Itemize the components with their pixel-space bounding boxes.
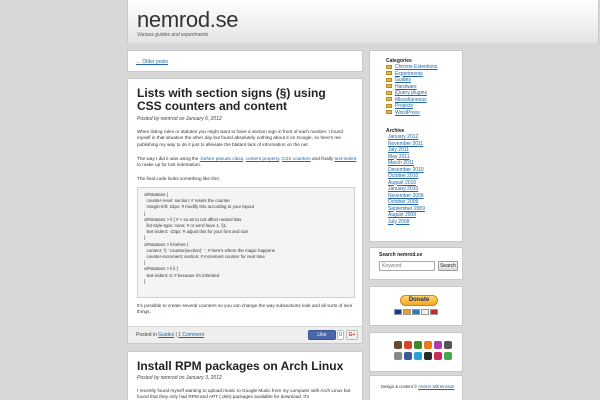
code-line: content: '§ ' counter(section) ' '; # here's where the magic happens bbox=[144, 247, 275, 253]
archive-heading: Archive bbox=[386, 128, 405, 134]
category-item[interactable] bbox=[386, 110, 438, 117]
post-title[interactable]: Install RPM packages on Arch Linux bbox=[137, 359, 344, 373]
code-line: ol#statutes > li li { bbox=[144, 266, 179, 272]
folder-icon bbox=[386, 97, 392, 101]
mastercard-icon bbox=[403, 309, 411, 315]
category-link[interactable]: Guides bbox=[158, 332, 175, 338]
like-count: 0 bbox=[337, 330, 344, 340]
archive-list bbox=[386, 134, 425, 225]
archive-link[interactable]: March 2011 bbox=[388, 160, 415, 166]
before-pseudo-link[interactable]: :before pseudo class bbox=[199, 156, 244, 161]
category-link[interactable]: Experiments bbox=[395, 70, 423, 77]
archive-link[interactable]: January 2010 bbox=[388, 186, 419, 192]
meta-separator: | bbox=[174, 332, 179, 338]
category-link[interactable]: jQuery plugins bbox=[395, 90, 427, 96]
google-plus-icon[interactable] bbox=[404, 341, 412, 349]
archive-link[interactable]: August 2009 bbox=[388, 212, 417, 218]
discover-card-icon bbox=[421, 309, 429, 315]
category-link[interactable]: Chrome Extentions bbox=[395, 64, 438, 70]
post-paragraph: The final code looks something like this: bbox=[137, 176, 220, 181]
archive-link[interactable]: November 2009 bbox=[388, 192, 424, 199]
folder-icon bbox=[386, 104, 392, 108]
social-icons-row bbox=[394, 352, 452, 360]
category-link[interactable]: Hardware bbox=[395, 83, 417, 90]
category-link[interactable]: Guides bbox=[395, 77, 411, 83]
code-line: } bbox=[144, 260, 146, 266]
rss-icon[interactable] bbox=[424, 341, 432, 349]
android-icon[interactable] bbox=[414, 341, 422, 349]
search-input[interactable]: Keyword bbox=[379, 261, 435, 271]
google-plus-button[interactable]: G+ bbox=[346, 330, 358, 340]
social-icons-row bbox=[394, 341, 452, 349]
site-description: Various guides and experiments bbox=[137, 32, 209, 38]
code-line: } bbox=[144, 278, 146, 284]
bank-card-icon bbox=[430, 309, 438, 315]
text-indent-link[interactable]: text-indent bbox=[334, 156, 357, 161]
post-title[interactable]: Lists with section signs (§) using CSS counters and content bbox=[137, 86, 326, 113]
sidebar-categories-widget bbox=[369, 50, 463, 242]
archive-item[interactable] bbox=[386, 219, 425, 226]
code-line: text-indent: -23px; # adjust this for your font and size bbox=[144, 229, 249, 235]
content-property-link[interactable]: content property bbox=[245, 156, 280, 161]
code-line: ol#statutes { bbox=[144, 192, 168, 197]
category-link[interactable]: WordPress bbox=[395, 109, 420, 116]
camera-icon[interactable] bbox=[444, 341, 452, 349]
meta-prefix: Posted in bbox=[136, 332, 159, 338]
post-article bbox=[127, 78, 363, 344]
site-header bbox=[127, 0, 599, 43]
credit-prefix: Design & content © bbox=[381, 384, 419, 389]
category-list bbox=[386, 64, 438, 116]
post-paragraph: It's possible to create several counters so you can change the way subsections look and all sorts of nice things. bbox=[137, 303, 353, 315]
github-icon[interactable] bbox=[394, 352, 402, 360]
steam-icon[interactable] bbox=[424, 352, 432, 360]
code-line: } bbox=[144, 210, 146, 216]
facebook-like-button[interactable]: Like bbox=[308, 330, 336, 340]
paragraph-text: The way I did it was using the bbox=[137, 156, 200, 161]
visa-card-icon bbox=[394, 309, 402, 315]
folder-icon bbox=[386, 84, 392, 88]
post-paragraph: The way I did it was using the :before pseudo class, content property, CSS counters and finally text-indent to make up for lost indentation. bbox=[137, 156, 357, 168]
post-meta bbox=[136, 332, 204, 338]
post-navigation bbox=[127, 50, 363, 72]
donate-button[interactable]: Donate bbox=[400, 295, 438, 306]
category-link[interactable]: Miscellaneous bbox=[395, 96, 427, 103]
archive-link[interactable]: October 2010 bbox=[388, 173, 419, 179]
archive-link[interactable]: December 2010 bbox=[388, 166, 424, 173]
archive-link[interactable]: July 2011 bbox=[388, 147, 410, 153]
archive-link[interactable]: January 2012 bbox=[388, 134, 419, 140]
comments-link[interactable]: 1 Comment bbox=[178, 332, 205, 338]
categories-heading: Categories bbox=[386, 58, 412, 64]
code-line: ol#statutes > li:before { bbox=[144, 241, 189, 247]
sidebar-credit-widget bbox=[369, 375, 463, 400]
code-line: text-indent: 0; # because it's inherited bbox=[144, 272, 220, 278]
archive-link[interactable]: July 2009 bbox=[388, 218, 410, 225]
search-heading: Search nemrod.se bbox=[379, 252, 423, 258]
post-footer bbox=[128, 326, 362, 343]
post-article bbox=[127, 351, 363, 400]
css-counters-link[interactable]: CSS counters bbox=[281, 156, 311, 161]
code-line: counter-reset: section; # resets the counter bbox=[144, 198, 230, 204]
payment-cards bbox=[394, 309, 438, 315]
folder-icon bbox=[386, 78, 392, 82]
paragraph-text: to make up for lost indentation. bbox=[137, 162, 202, 168]
sidebar-search-widget bbox=[369, 247, 463, 280]
code-line: list-style-type: none; # or we'd have 1. §1. bbox=[144, 223, 228, 229]
facebook-icon[interactable] bbox=[404, 352, 412, 360]
folder-icon bbox=[386, 91, 392, 95]
spotify-icon[interactable] bbox=[444, 352, 452, 360]
post-date: Posted by nemrod on January 3, 2012 bbox=[137, 375, 222, 381]
code-line: margin-left: 23px; # modify this according to your layout bbox=[144, 204, 255, 210]
flower-icon[interactable] bbox=[434, 341, 442, 349]
code-line: ol#statutes > li { # > so as to not affect nested lists bbox=[144, 216, 242, 222]
code-line: counter-increment: section; # increment counter for next time bbox=[144, 254, 265, 260]
folder-icon bbox=[386, 110, 392, 114]
code-block bbox=[137, 187, 355, 298]
twitter-icon[interactable] bbox=[414, 352, 422, 360]
archive-link[interactable]: October 2009 bbox=[388, 199, 419, 205]
post-paragraph: I recently found myself wanting to upload music to Google Music from my computer with Arch Linux but found that they only had RPM and APT (.deb) packages available for download. It's bbox=[137, 388, 351, 400]
older-posts-link[interactable]: ← Older posts bbox=[136, 59, 168, 65]
archive-link[interactable]: August 2010 bbox=[388, 179, 417, 186]
lastfm-icon[interactable] bbox=[434, 352, 442, 360]
folder-icon bbox=[386, 71, 392, 75]
folder-icon bbox=[386, 65, 392, 69]
sidebar-donate-widget bbox=[369, 286, 463, 326]
archive-link[interactable]: November 2011 bbox=[388, 140, 424, 147]
category-link[interactable]: Projects bbox=[395, 103, 414, 109]
author-link[interactable]: Anders Mårtensson bbox=[418, 384, 455, 389]
coffee-icon[interactable] bbox=[394, 341, 402, 349]
sidebar-social-widget bbox=[369, 332, 463, 372]
credit-text bbox=[381, 384, 454, 389]
amex-card-icon bbox=[412, 309, 420, 315]
post-date: Posted by nemrod on January 6, 2012 bbox=[137, 116, 222, 122]
post-paragraph: When listing rules or statutes you might want to have a section sign in front of each number. I found myself in that situation the other day but found absolutely nothing about it on Google, so here's me publishing my way to do it just to alleviate the blatant lack of information on the net. bbox=[137, 129, 343, 147]
site-title[interactable]: nemrod.se bbox=[137, 7, 239, 32]
code-line: } bbox=[144, 235, 146, 241]
archive-link[interactable]: September 2009 bbox=[388, 205, 425, 212]
archive-link[interactable]: May 2011 bbox=[388, 153, 410, 160]
search-button[interactable]: Search bbox=[438, 261, 458, 271]
